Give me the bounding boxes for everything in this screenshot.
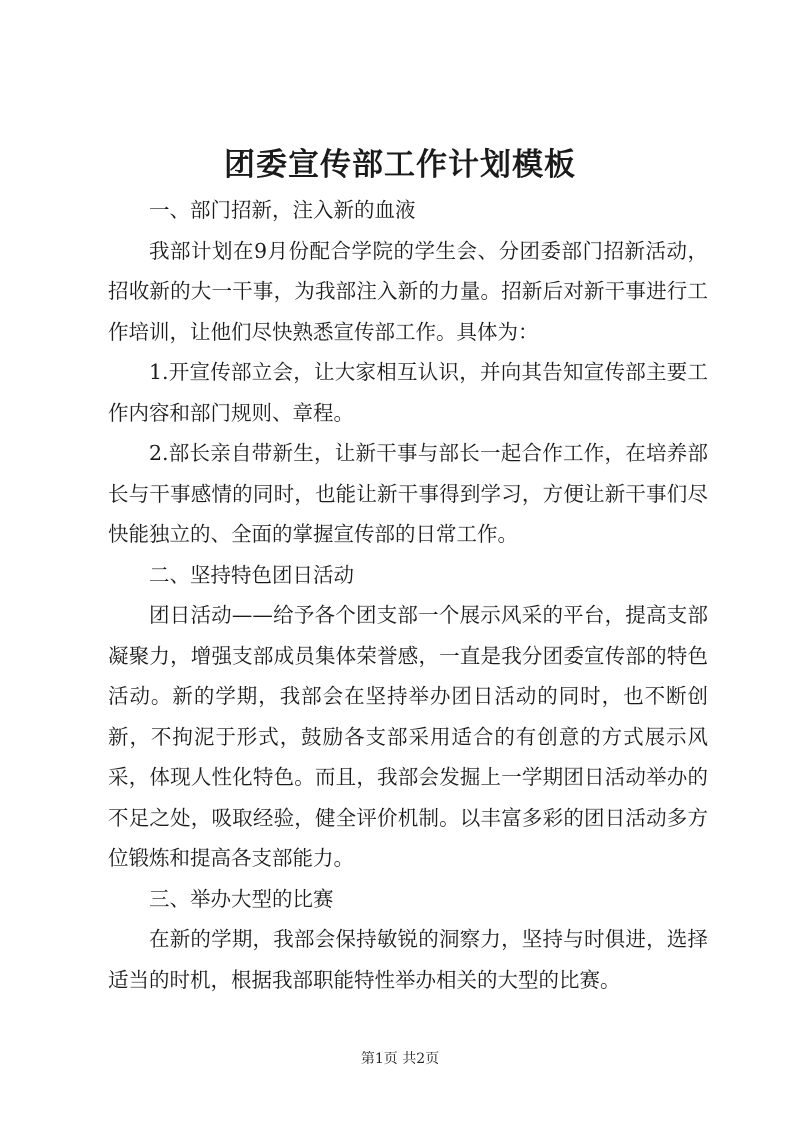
section-heading-3: 三、举办大型的比赛 — [149, 886, 334, 911]
document-title: 团委宣传部工作计划模板 — [224, 147, 576, 183]
paragraph: 团日活动——给予各个团支部一个展示风采的平台，提高支部凝聚力，增强支部成员集体荣誉感，一直是我分团委宣传部的特色活动。新的学期，我部会在坚持举办团日活动的同时，也不断创新，不拘泥于形式，鼓励各支部采用适合的有创意的方式展示风采，体现人性化特色。而且，我部会发掘上一学期团日活动举办的不足之处，吸取经验，健全评价机制。以丰富多彩的团日活动多方位锻炼和提高各支部能力。 — [108, 603, 708, 870]
section-heading-2: 二、坚持特色团日活动 — [149, 562, 354, 587]
paragraph: 我部计划在9月份配合学院的学生会、分团委部门招新活动，招收新的大一干事，为我部注入新的力量。招新后对新干事进行工作培训，让他们尽快熟悉宣传部工作。具体为： — [108, 238, 708, 344]
list-item-1: 1.开宣传部立会，让大家相互认识，并向其告知宣传部主要工作内容和部门规则、章程。 — [108, 360, 708, 425]
document-body — [108, 190, 708, 1000]
page-footer: 第1页 共2页 — [360, 1051, 440, 1067]
section-heading-1: 一、部门招新，注入新的血液 — [149, 198, 416, 222]
paragraph: 在新的学期，我部会保持敏锐的洞察力，坚持与时俱进，选择适当的时机，根据我部职能特性举办相关的大型的比赛。 — [108, 927, 708, 992]
list-item-2: 2.部长亲自带新生，让新干事与部长一起合作工作，在培养部长与干事感情的同时，也能让新干事得到学习，方便让新干事们尽快能独立的、全面的掌握宣传部的日常工作。 — [108, 441, 708, 546]
